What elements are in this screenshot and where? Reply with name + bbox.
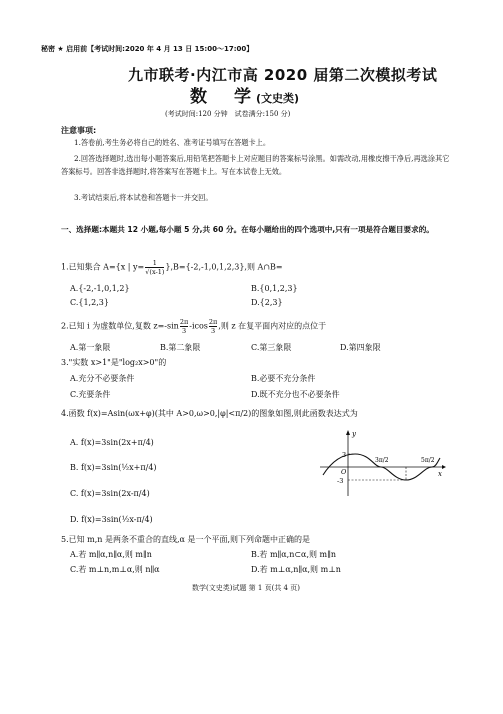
- exam-title: 九市联考·内江市高 2020 届第二次模拟考试: [128, 66, 438, 84]
- q1-stem-b: },B={-2,-1,0,1,2,3},则 A∩B=: [165, 262, 283, 272]
- exam-info: (考试时间:120 分钟 试卷满分:150 分): [165, 110, 291, 118]
- q2-frac2-den: 3: [211, 327, 216, 335]
- q2-fraction-2: [209, 318, 217, 335]
- q2-frac2-num: 2π: [208, 318, 218, 326]
- q5-option-d: D.若 m⊥α,n∥α,则 m⊥n: [251, 565, 341, 574]
- q2-option-d: D.第四象限: [340, 343, 381, 352]
- tick-5pi-2: 5π/2: [421, 457, 435, 464]
- y-axis-label: y: [352, 430, 356, 438]
- note-3: 3.考试结束后,将本试卷和答题卡一并交回。: [74, 193, 213, 202]
- origin-label: O: [341, 468, 347, 476]
- note-1: 1.答卷前,考生务必将自己的姓名、准考证号填写在答题卡上。: [74, 138, 271, 147]
- q4-option-a: A. f(x)=3sin(2x+π/4): [70, 438, 154, 447]
- notes-heading: 注意事项:: [61, 126, 97, 135]
- q2-frac1-den: 3: [181, 327, 187, 335]
- q2-fraction-1: [180, 318, 188, 335]
- subject-name: 数 学: [190, 87, 256, 107]
- q1-fraction: $\frac{1}{√(x-1)}$: [145, 259, 165, 276]
- x-axis-arrow-icon: [442, 465, 446, 469]
- subject-title: [190, 82, 299, 107]
- q4-option-c: C. f(x)=3sin(2x-π/4): [70, 489, 150, 498]
- q2-option-b: B.第二象限: [160, 343, 201, 352]
- q5-option-c: C.若 m⊥n,m⊥α,则 n∥α: [70, 565, 160, 574]
- q2-option-c: C.第三象限: [251, 343, 292, 352]
- subject-paren: (文史类): [256, 92, 300, 105]
- q1-option-a: A.{-2,-1,0,1,2}: [70, 284, 130, 293]
- x-axis-label: x: [438, 470, 442, 478]
- q3-option-c: C.充要条件: [70, 390, 111, 399]
- q5-stem: 5.已知 m,n 是两条不重合的直线,α 是一个平面,则下列命题中正确的是: [61, 535, 311, 544]
- y-max-label: 3: [342, 451, 347, 459]
- q4-sine-graph: [318, 428, 446, 498]
- tick-3pi-2: 3π/2: [375, 457, 389, 464]
- y-min-label: -3: [337, 477, 344, 485]
- q1-option-d: D.{2,3}: [251, 298, 283, 307]
- note-2: 2.回答选择题时,选出每小题答案后,用铅笔把答题卡上对应题目的答案标号涂黑。如需改动,用橡皮擦干净后,再选涂其它答案标号。回答非选择题时,将答案写在答题卡上。写在本试卷上无效。: [61, 154, 450, 176]
- page-footer: 数学(文史类)试题 第 1 页(共 4 页): [192, 584, 300, 592]
- q3-option-a: A.充分不必要条件: [70, 374, 135, 383]
- section-heading: 一、选择题:本题共 12 小题,每小题 5 分,共 60 分。在每小题给出的四个选项中,只有一项是符合题目要求的。: [61, 225, 434, 234]
- q5-option-a: A.若 m∥α,n∥α,则 m∥n: [70, 550, 152, 559]
- q4-option-b: B. f(x)=3sin(½x+π/4): [70, 463, 157, 472]
- q2-frac1-num: 2π: [179, 318, 189, 326]
- q2-option-a: A.第一象限: [70, 343, 111, 352]
- q4-option-d: D. f(x)=3sin(½x-π/4): [70, 515, 153, 524]
- y-axis-arrow-icon: [346, 430, 350, 435]
- q3-option-d: D.既不充分也不必要条件: [251, 390, 340, 399]
- q3-option-b: B.必要不充分条件: [251, 374, 316, 383]
- q1-option-b: B.{0,1,2,3}: [251, 284, 298, 293]
- q2-stem: [61, 318, 326, 335]
- q1-stem: [61, 259, 283, 276]
- q1-option-c: C.{1,2,3}: [70, 298, 109, 307]
- secret-header: 秘密 ★ 启用前【考试时间:2020 年 4 月 13 日 15:00～17:00】: [41, 45, 254, 53]
- q2-stem-a: 2.已知 i 为虚数单位,复数 z=-sin: [61, 321, 179, 331]
- q2-stem-c: ,则 z 在复平面内对应的点位于: [218, 321, 327, 331]
- q2-stem-b: -icos: [189, 321, 208, 331]
- q1-stem-a: 1.已知集合 A={x | y=: [61, 262, 145, 272]
- q4-stem: 4.函数 f(x)=Asin(ωx+φ)(其中 A>0,ω>0,|φ|<π/2)的图象如图,则此函数表达式为: [61, 409, 358, 418]
- q5-option-b: B.若 m∥α,n⊂α,则 m∥n: [251, 550, 336, 559]
- q3-stem: 3."实数 x>1"是"log₂x>0"的: [61, 358, 167, 367]
